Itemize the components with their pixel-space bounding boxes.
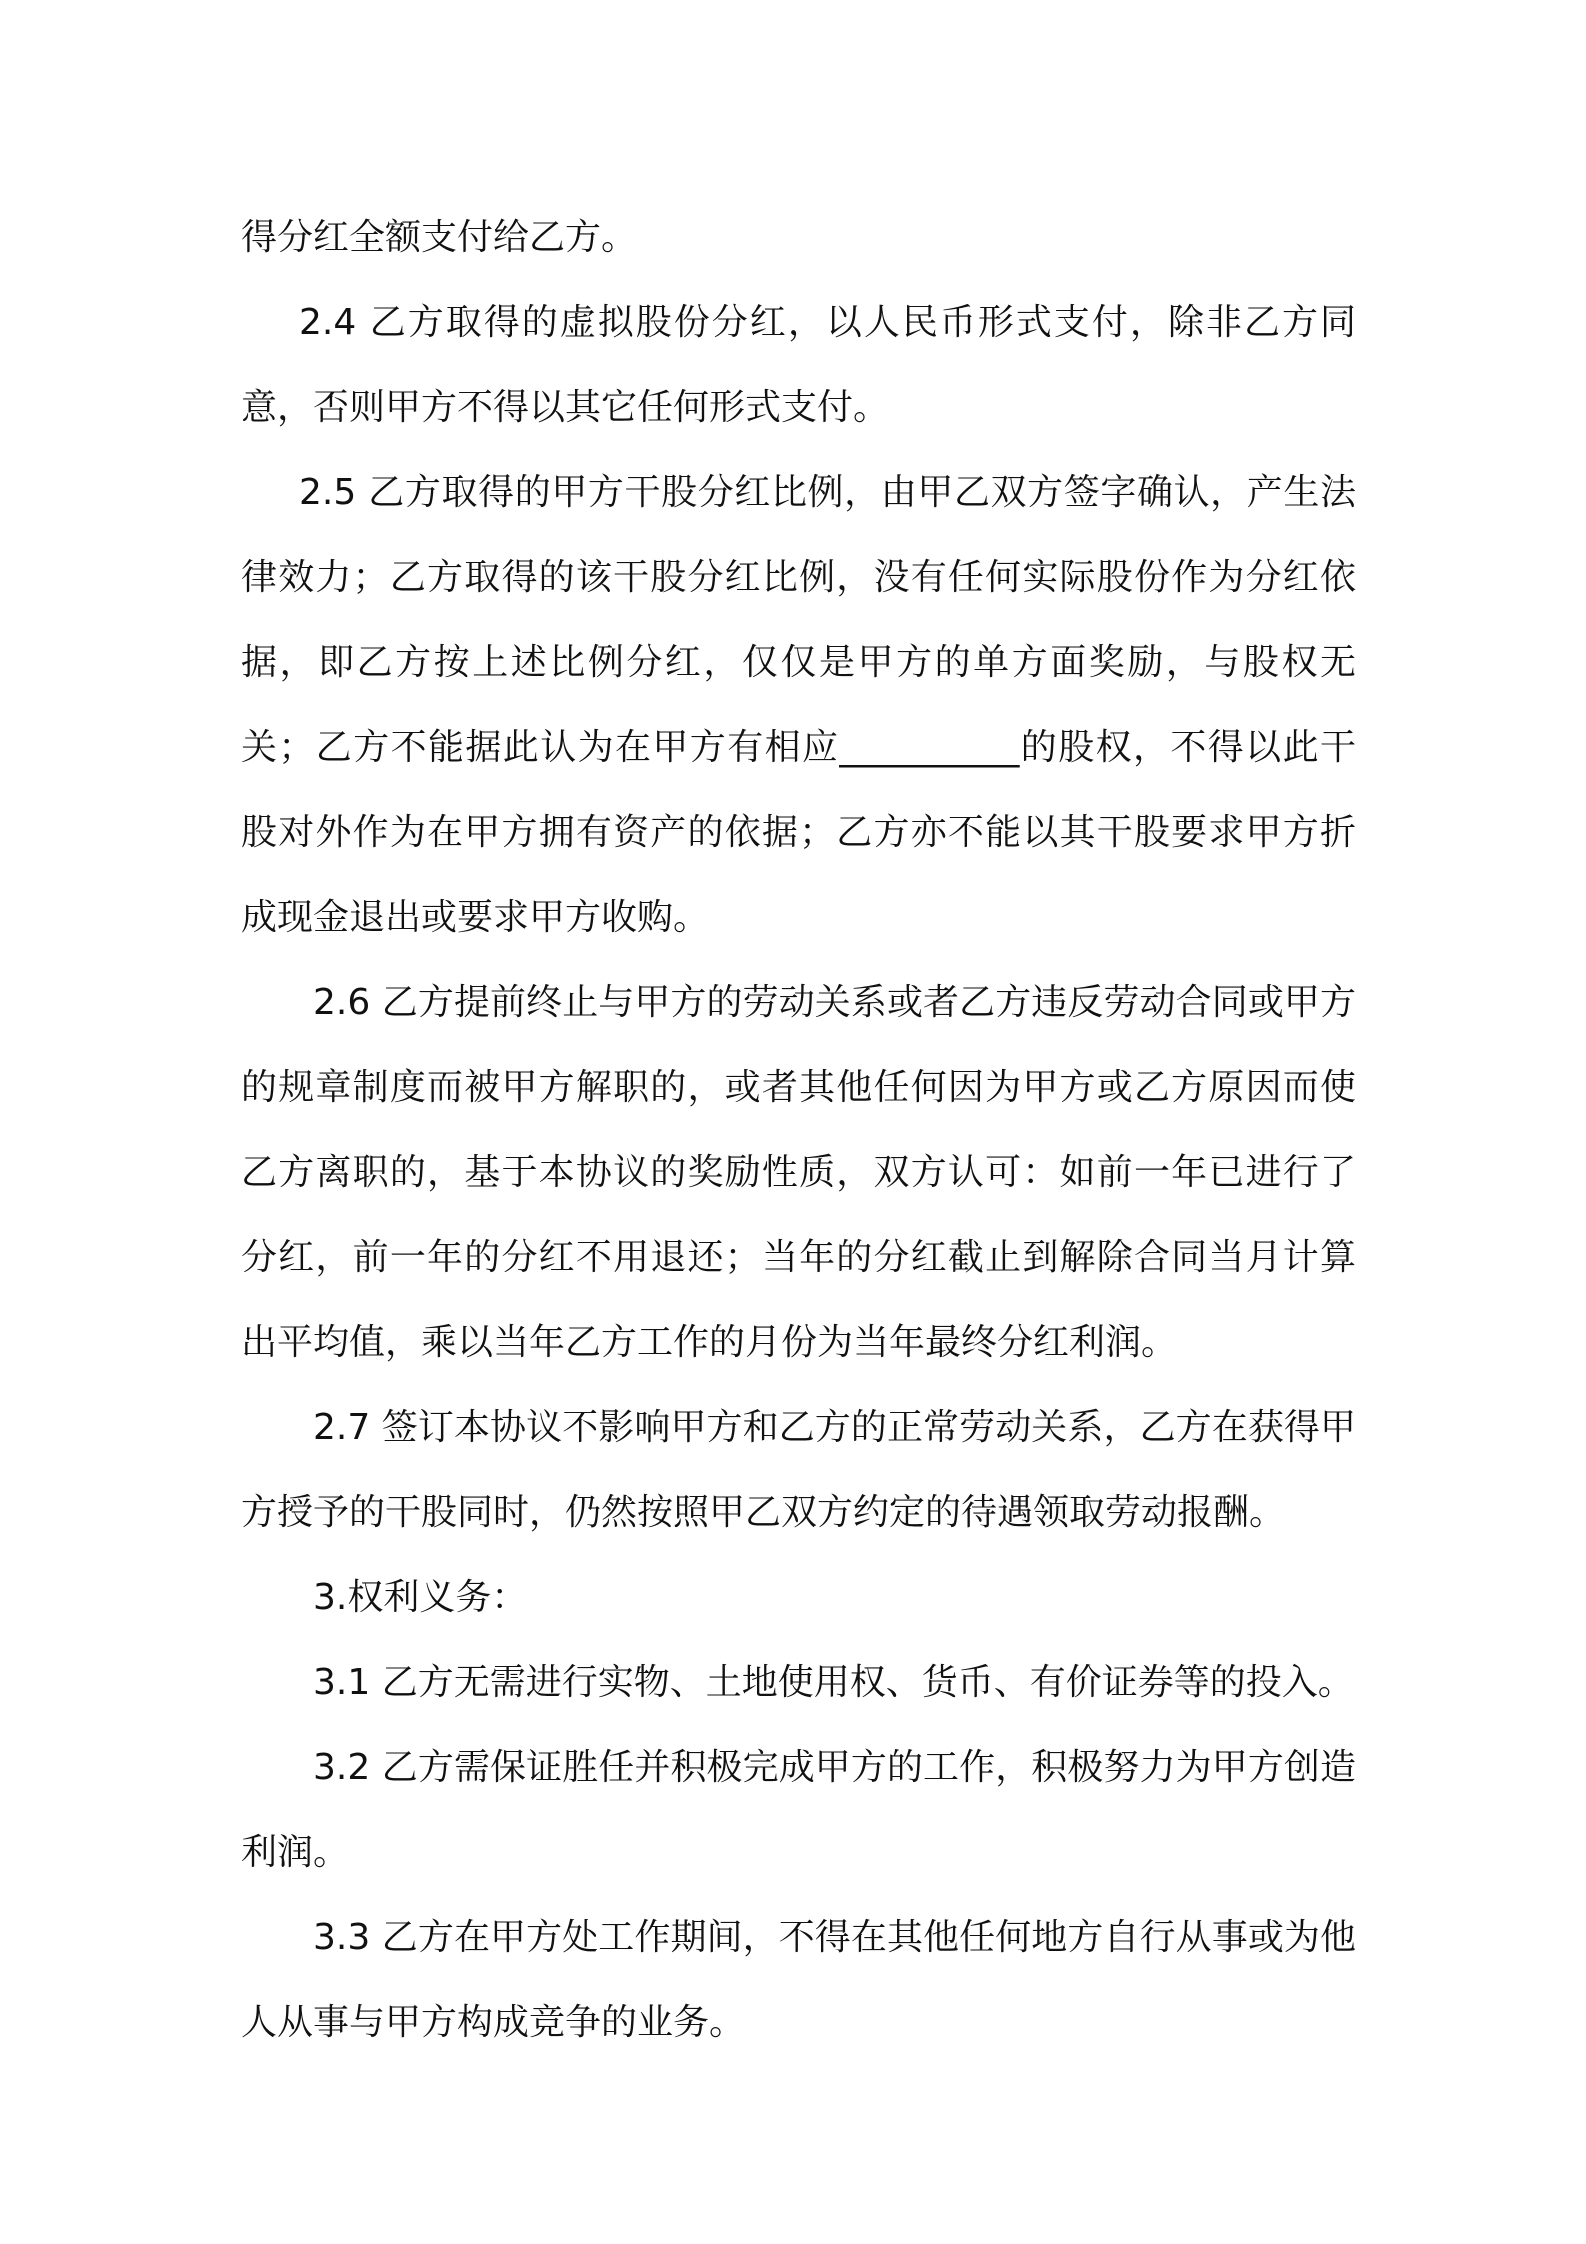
paragraph-continuation: 得分红全额支付给乙方。	[241, 217, 638, 258]
section-3-heading: 3.权利义务：	[313, 1577, 528, 1618]
clause-2-4: 2.4 乙方取得的虚拟股份分红，以人民币形式支付，除非乙方同意，否则甲方不得以其它任何形式支付。	[241, 302, 1356, 428]
clause-2-6: 2.6 乙方提前终止与甲方的劳动关系或者乙方违反劳动合同或甲方的规章制度而被甲方解职的，或者其他任何因为甲方或乙方原因而使乙方离职的，基于本协议的奖励性质，双方认可：如前一年已进行了分红，前一年的分红不用退还；当年的分红截止到解除合同当月计算出平均值，乘以当年乙方工作的月份为当年最终分红利润。	[241, 982, 1356, 1363]
clause-3-3: 3.3 乙方在甲方处工作期间，不得在其他任何地方自行从事或为他人从事与甲方构成竞争的业务。	[241, 1917, 1356, 2043]
document-body	[241, 195, 1356, 2065]
clause-2-5: 2.5 乙方取得的甲方干股分红比例，由甲乙双方签字确认，产生法律效力；乙方取得的该干股分红比例，没有任何实际股份作为分红依据，即乙方按上述比例分红，仅仅是甲方的单方面奖励，与股权无关；乙方不能据此认为在甲方有相应__________的股权，不得以此干股对外作为在甲方拥有资产的依据；乙方亦不能以其干股要求甲方折成现金退出或要求甲方收购。	[241, 472, 1356, 938]
clause-3-1: 3.1 乙方无需进行实物、土地使用权、货币、有价证券等的投入。	[313, 1662, 1354, 1703]
clause-2-7: 2.7 签订本协议不影响甲方和乙方的正常劳动关系，乙方在获得甲方授予的干股同时，仍然按照甲乙双方约定的待遇领取劳动报酬。	[241, 1407, 1356, 1533]
clause-3-2: 3.2 乙方需保证胜任并积极完成甲方的工作，积极努力为甲方创造利润。	[241, 1747, 1356, 1873]
